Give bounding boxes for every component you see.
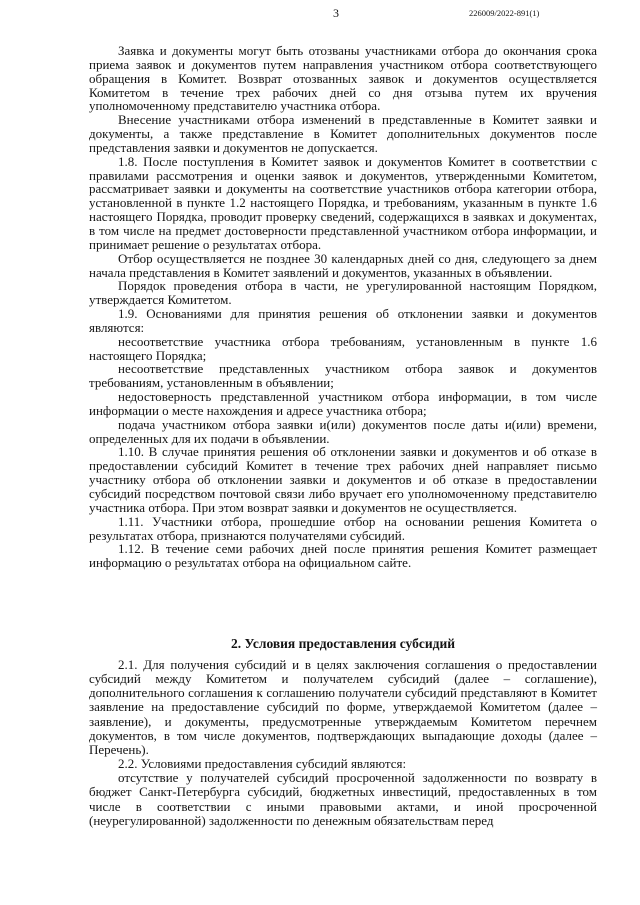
paragraph-1-10: 1.10. В случае принятия решения об отклонении заявки и документов и об отказе в предоставлении субсидий Комитет в течение трех рабочих дней направляет письмо участнику отбора об отклонении заявки и документов и об отказе в предоставлении субсидий посредством почтовой связи либо вручает его уполномоченному представителю участника отбора. При этом возврат заявки и документов не осуществляется.: [89, 444, 597, 515]
paragraph-changes: Внесение участниками отбора изменений в представленные в Комитет заявки и документы, а также представление в Комитет дополнительных документов после представления заявки и документов не допускается.: [89, 112, 597, 155]
section-2-title: 2. Условия предоставления субсидий: [230, 636, 456, 651]
list-item-nonconformity-participant: несоответствие участника отбора требованиям, установленным в пункте 1.6 настоящего Порядка;: [89, 333, 597, 363]
paragraph-selection-deadline: Отбор осуществляется не позднее 30 календарных дней со дня, следующего за днем начала представления в Комитет заявлений и документов, указанных в объявлении.: [89, 250, 597, 280]
page-number: 3: [333, 6, 339, 20]
paragraph-1-9: 1.9. Основаниями для принятия решения об отклонении заявки и документов являются:: [89, 306, 597, 335]
paragraph-2-1: 2.1. Для получения субсидий и в целях заключения соглашения о предоставлении субсидий между Комитетом и получателем субсидий (далее – соглашение), дополнительного соглашения к соглашению получатели субсидий представляют в Комитет заявление на предоставление субсидий по форме, утверждаемой Комитетом (далее – заявление), и документы, предусмотренные утверждаемым Комитетом перечнем документов, в том числе документов, подтверждающих выпадающие доходы (далее – Перечень).: [89, 657, 597, 757]
paragraph-2-2: 2.2. Условиями предоставления субсидий являются:: [118, 756, 407, 772]
section-2-body: [89, 658, 597, 828]
list-item-no-overdue-debt: отсутствие у получателей субсидий просроченной задолженности по возврату в бюджет Санкт-Петербурга субсидий, бюджетных инвестиций, предоставленных в том числе в соответствии с иными правовыми актами, и иной просроченной (неурегулированной) задолженности по денежным обязательствам перед: [89, 770, 597, 828]
paragraph-withdrawal: Заявка и документы могут быть отозваны участниками отбора до окончания срока приема заявок и документов путем направления участником отбора соответствующего обращения в Комитет. Возврат отозванных заявок и документов осуществляется Комитетом в течение трех рабочих дней со дня отзыва путем их вручения уполномоченному представителю участника отбора.: [89, 43, 597, 114]
section-1-body: [89, 44, 597, 570]
paragraph-1-12: 1.12. В течение семи рабочих дней после принятия решения Комитет размещает информацию о результатах отбора на официальном сайте.: [89, 541, 597, 571]
paragraph-1-11: 1.11. Участники отбора, прошедшие отбор на основании решения Комитета о результатах отбора, признаются получателями субсидий.: [89, 513, 597, 543]
list-item-nonconformity-documents: несоответствие представленных участником отбора заявок и документов требованиям, установленным в объявлении;: [89, 361, 597, 391]
document-id: 226009/2022-891(1): [469, 8, 540, 18]
paragraph-selection-procedure: Порядок проведения отбора в части, не урегулированной настоящим Порядком, утверждается Комитетом.: [89, 278, 597, 308]
paragraph-1-8: 1.8. После поступления в Комитет заявок и документов Комитет в соответствии с правилами рассмотрения и оценки заявок и документов, утвержденными Комитетом, рассматривает заявки и документы на соответствие участников отбора категории отбора, установленной в пункте 1.2 настоящего Порядка, и требованиям, указанным в пункте 1.6 настоящего Порядка, проводит проверку сведений, содержащихся в заявках и документах, в том числе на предмет достоверности представленной участником отбора информации, и принимает решение о результатах отбора.: [89, 153, 597, 252]
list-item-unreliable-info: недостоверность представленной участником отбора информации, в том числе информации о месте нахождения и адресе участника отбора;: [89, 389, 597, 418]
list-item-late-submission: подача участником отбора заявки и(или) документов после даты и(или) времени, определенных для их подачи в объявлении.: [89, 416, 597, 446]
